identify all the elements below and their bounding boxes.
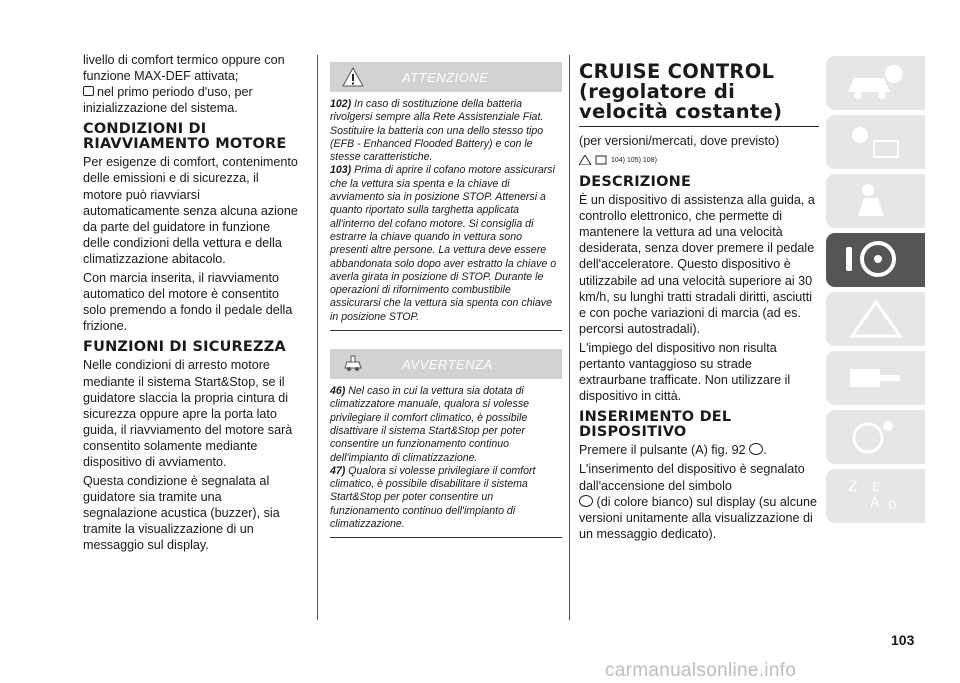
warning-notes — [330, 385, 562, 531]
svg-text:A: A — [870, 495, 880, 511]
steering-wheel-key-icon — [844, 239, 906, 281]
insert-paragraph-1: Premere il pulsante (A) fig. 92 . — [579, 443, 767, 458]
index-az-icon — [844, 475, 906, 517]
car-info-icon — [844, 62, 906, 104]
cruise-control-icon — [579, 495, 593, 507]
description-paragraph-2: L'impiego del dispositivo non risulta pertanto vantaggioso su strade extraurbane trafficate. Non utilizzare il dispositivo in città. — [579, 340, 791, 404]
references: 104) 105) 108) — [579, 155, 819, 165]
restart-paragraph-2: Con marcia inserita, il riavviamento automatico del motore è consentito solo premendo a fondo il pedale della frizione. — [83, 271, 293, 334]
emergency-icon — [844, 298, 906, 340]
intro-text: livello di comfort termico oppure con funzione MAX-DEF attivata; nel primo periodo d'uso, per inizializzazione del sistema. — [83, 53, 285, 116]
svg-text:D: D — [888, 499, 897, 512]
column-1 — [83, 52, 298, 554]
multimedia-icon — [844, 416, 906, 458]
tab-warning-lights[interactable] — [826, 115, 925, 169]
tab-emergency[interactable] — [826, 292, 925, 346]
column-divider — [569, 55, 570, 620]
warning-triangle-icon — [579, 155, 591, 165]
note-103: 103) Prima di aprire il cofano motore assicurarsi che la vettura sia spenta e la chiave di avviamento sia in posizione STOP. Attenersi a quanto riportato sulla targhetta applicata all'interno del cofano motore. Si consiglia di estrarre la chiave quando in vettura sono presenti altre persone. La vettura deve essere abbandonata solo dopo aver estratto la chiave o averla girata in posizione di STOP. Durante le operazioni di rifornimento combustibile assicurarsi che la vettura sia spenta con chiave in posizione STOP. — [330, 164, 557, 323]
car-hand-icon — [342, 354, 364, 374]
column-3 — [579, 62, 819, 542]
heading-safety: FUNZIONI DI SICUREZZA — [83, 339, 286, 356]
attention-header: ATTENZIONE — [330, 62, 562, 92]
tab-maintenance[interactable] — [826, 351, 925, 405]
safety-paragraph-1: Nelle condizioni di arresto motore mediante il sistema Start&Stop, se il guidatore slaccia la propria cintura di sicurezza oppure apre la porta lato guida, il riavviamento del motore sarà consentito solamente mediante dispositivo di avviamento. — [83, 358, 293, 469]
warning-lights-icon — [844, 121, 906, 163]
column-2 — [330, 62, 562, 538]
column-divider — [317, 55, 318, 620]
restart-paragraph-1: Per esigenze di comfort, contenimento delle emissioni e di sicurezza, il motore può riavviarsi automaticamente senza alcuna azione da parte del guidatore in funzione delle condizioni della vettura e della climatizzazione abitacolo. — [83, 155, 298, 266]
watermark: carmanualsonline.info — [605, 660, 797, 681]
warning-triangle-icon — [342, 67, 364, 87]
bullet-icon — [83, 86, 94, 96]
tab-index[interactable] — [826, 469, 925, 523]
note-102: 102) In caso di sostituzione della batteria rivolgersi sempre alla Rete Assistenziale Fiat. Sostituire la batteria con una dello stesso tipo (EFB - Enhanced Flooded Battery) e con le stesse caratteristiche. — [330, 98, 544, 164]
page-title: CRUISE CONTROL (regolatore di velocità costante) — [579, 62, 819, 127]
subtitle: (per versioni/mercati, dove previsto) — [579, 134, 780, 148]
attention-notes — [330, 98, 562, 324]
tab-car-info[interactable] — [826, 56, 925, 110]
cruise-control-icon — [749, 443, 763, 455]
tab-multimedia[interactable] — [826, 410, 925, 464]
note-47: 47) Qualora si volesse privilegiare il comfort climatico, è possibile disabilitare il sistema Start&Stop per poter consentire un funzionamento continuo dell'impianto di climatizzazione. — [330, 464, 536, 531]
insert-paragraph-2: L'inserimento del dispositivo è segnalato dall'accensione del simbolo (di colore bianco) sul display (su alcune versioni unitamente alla visualizzazione di un messaggio dedicato). — [579, 462, 818, 541]
chapter-tabs — [826, 56, 925, 528]
heading-restart: CONDIZIONI DI RIAVVIAMENTO MOTORE — [83, 121, 287, 153]
page-number: 103 — [891, 632, 915, 648]
heading-description: DESCRIZIONE — [579, 174, 692, 191]
svg-text:E: E — [872, 480, 880, 494]
tab-starting-driving[interactable] — [826, 233, 925, 287]
safety-paragraph-2: Questa condizione è segnalata al guidatore sia tramite una segnalazione acustica (buzzer), sia tramite la visualizzazione di un messaggio sul display. — [83, 474, 280, 553]
warning-header: AVVERTENZA — [330, 349, 562, 379]
attention-note-icon — [595, 155, 607, 165]
tab-safety[interactable] — [826, 174, 925, 228]
warning-end-rule — [330, 537, 562, 538]
safety-airbag-icon — [844, 180, 906, 222]
service-wrench-icon — [844, 357, 906, 399]
description-paragraph-1: È un dispositivo di assistenza alla guida, a controllo elettronico, che permette di mantenere la vettura ad una velocità desiderata, senza dover premere il pedale dell'acceleratore. Questo dispositivo è utilizzabile ad una velocità superiore ai 30 km/h, su lunghi tratti stradali diritti, asciutti e con poche variazioni di marcia (ad es. percorsi autostradali). — [579, 193, 815, 336]
note-46: 46) Nel caso in cui la vettura sia dotata di climatizzatore manuale, qualora si volesse privilegiare il comfort climatico, è possibile disattivare il sistema Start&Stop per poter consentire un funzionamento continuo dell'impianto di climatizzazione. — [330, 385, 530, 464]
heading-insert: INSERIMENTO DEL DISPOSITIVO — [579, 409, 732, 441]
svg-text:Z: Z — [848, 479, 858, 495]
